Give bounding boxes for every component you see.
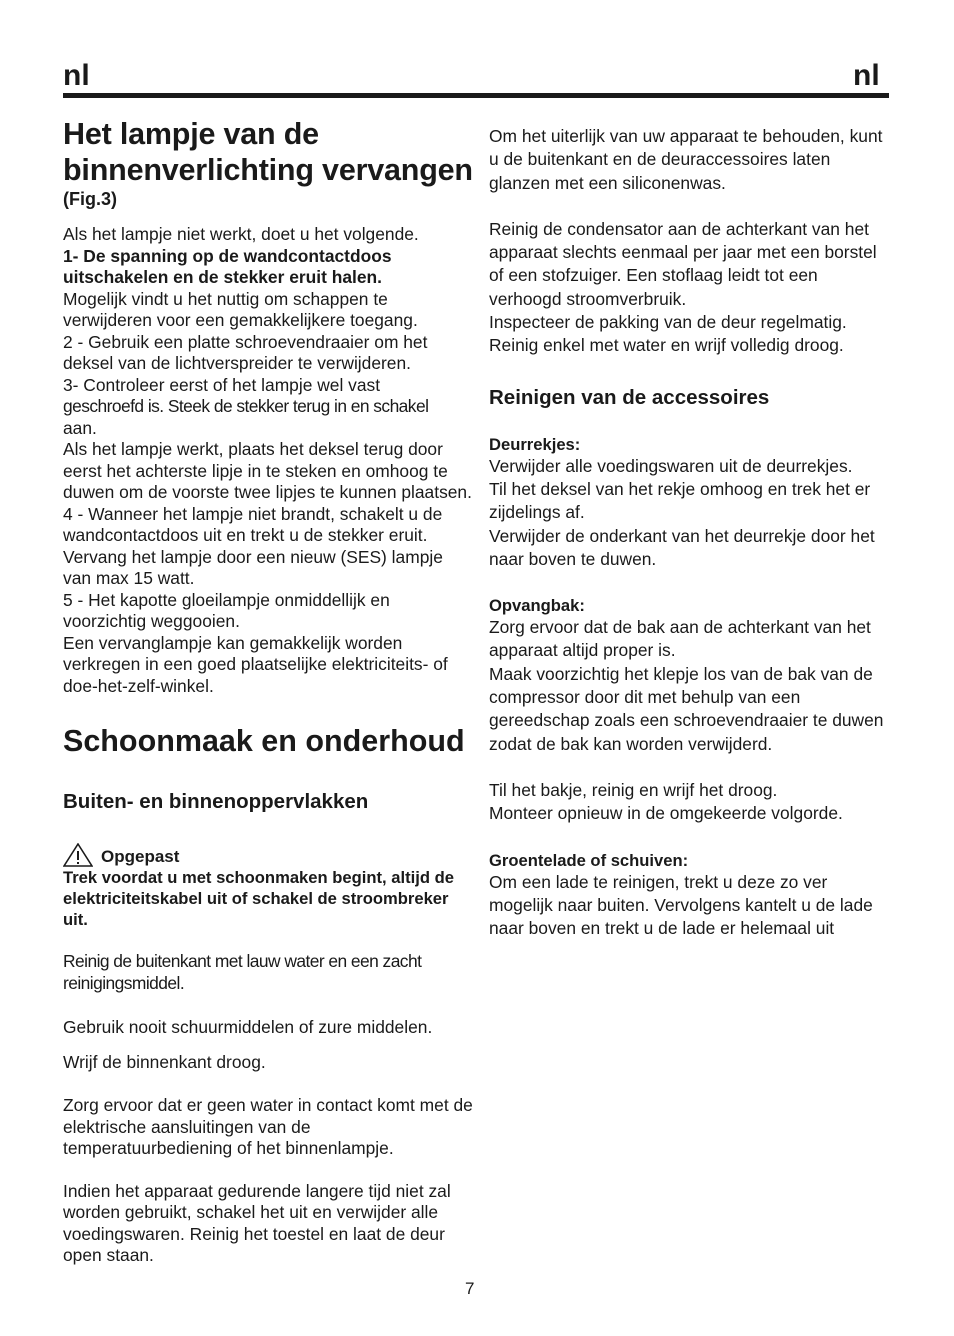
lamp-step3-line1: 3- Controleer eerst of het lampje wel vast (63, 374, 381, 395)
subsection-title-surfaces: Buiten- en binnenoppervlakken (63, 790, 369, 813)
lamp-paragraph-refit: Als het lampje werkt, plaats het deksel terug door eerst het achterste lipje in te steken en omhoog te duwen om de voorste twee lipjes te kunnen plaatsen. (63, 439, 472, 502)
right-paragraph-gasket: Inspecteer de pakking van de deur regelmatig. Reinig enkel met water en wrijf volledig droog. (489, 312, 847, 356)
drip-tray-step1: Zorg ervoor dat de bak aan de achterkant van het apparaat altijd proper is. (489, 617, 871, 661)
door-racks-step3: Verwijder de onderkant van het deurrekje door het naar boven te duwen. (489, 525, 875, 569)
lamp-paragraph-shelves: Mogelijk vindt u het nuttig om schappen te verwijderen voor een gemakkelijkere toegang. (63, 288, 418, 330)
lamp-intro: Als het lampje niet werkt, doet u het volgende. (63, 224, 419, 244)
right-paragraph-condenser: Reinig de condensator aan de achterkant van het apparaat slechts eenmaal per jaar met een borstel of een stofzuiger. Een stoflaag leidt tot een verhoogd stroomverbruik. (489, 218, 877, 309)
lamp-step3-line2: geschroefd is. Steek de stekker terug in en schakel (63, 396, 429, 416)
vegetable-drawer-title: Groentelade of schuiven: (489, 850, 689, 870)
lamp-step2: 2 - Gebruik een platte schroevendraaier om het deksel van de lichtverspreider te verwijderen. (63, 331, 428, 373)
drip-tray-step4: Monteer opnieuw in de omgekeerde volgorde. (489, 803, 843, 824)
lamp-step1-line2: uitschakelen en de stekker eruit halen. (63, 267, 382, 287)
drip-tray-step2: Maak voorzichtig het klepje los van de bak van de compressor door dit met behulp van een gereedschap zoals een schroevendraaier te duwen zodat de bak kan worden verwijderd. (489, 663, 884, 754)
page-number: 7 (465, 1279, 475, 1298)
language-code-left: nl (63, 59, 90, 92)
warning-title: Opgepast (101, 847, 180, 866)
language-code-right: nl (853, 59, 880, 92)
cleaning-paragraph-water: Zorg ervoor dat er geen water in contact komt met de elektrische aansluitingen van de temperatuurbediening of het binnenlampje. (63, 1095, 473, 1158)
cleaning-paragraph-outside: Reinig de buitenkant met lauw water en een zacht reinigingsmiddel. (63, 951, 422, 993)
cleaning-paragraph-dry: Wrijf de binnenkant droog. (63, 1051, 266, 1072)
lamp-step5: 5 - Het kapotte gloeilampje onmiddellijk en voorzichtig weggooien. (63, 589, 390, 631)
warning-heading (63, 843, 475, 867)
lamp-step1-line1: 1- De spanning op de wandcontactdoos (63, 245, 392, 266)
door-racks-title: Deurrekjes: (489, 434, 581, 454)
lamp-step3-line3: aan. (63, 417, 97, 438)
cleaning-paragraph-unused: Indien het apparaat gedurende langere tijd niet zal worden gebruikt, schakel het uit en verwijder alle voedingswaren. Reinig het toestel en laat de deur open staan. (63, 1180, 451, 1265)
drip-tray-title: Opvangbak: (489, 596, 585, 616)
figure-reference: (Fig.3) (63, 189, 117, 209)
right-column (489, 125, 891, 940)
section-title-cleaning: Schoonmaak en onderhoud (63, 724, 465, 758)
door-racks-step1: Verwijder alle voedingswaren uit de deurrekjes. (489, 455, 853, 476)
warning-text: Trek voordat u met schoonmaken begint, altijd de elektriciteitskabel uit of schakel de stroombreker uit. (63, 868, 454, 929)
lamp-paragraph-replacement: Een vervanglampje kan gemakkelijk worden verkregen in een goed plaatselijke elektriciteits- of doe-het-zelf-winkel. (63, 632, 448, 696)
section-title-lamp-line2: binnenverlichting vervangen (63, 153, 473, 187)
left-column (63, 116, 475, 1267)
section-title-lamp-line1: Het lampje van de (63, 117, 319, 151)
vegetable-drawer-step1: Om een lade te reinigen, trekt u deze zo ver mogelijk naar buiten. Vervolgens kantelt u de lade naar boven en trekt u de lade er helemaal uit (489, 871, 873, 939)
subsection-title-accessories: Reinigen van de accessoires (489, 385, 770, 409)
lamp-step4: 4 - Wanneer het lampje niet brandt, schakelt u de wandcontactdoos uit en trekt u de stekker eruit. Vervang het lampje door een nieuw (SES) lampje van max 15 watt. (63, 503, 443, 588)
door-racks-step2: Til het deksel van het rekje omhoog en trek het er zijdelings af. (489, 478, 871, 523)
cleaning-paragraph-abrasives: Gebruik nooit schuurmiddelen of zure middelen. (63, 1017, 433, 1037)
drip-tray-step3: Til het bakje, reinig en wrijf het droog. (489, 779, 778, 800)
warning-icon (63, 843, 93, 867)
header-rule (63, 93, 889, 98)
right-paragraph-wax: Om het uiterlijk van uw apparaat te behouden, kunt u de buitenkant en de deuraccessoires laten glanzen met een siliconenwas. (489, 126, 883, 193)
